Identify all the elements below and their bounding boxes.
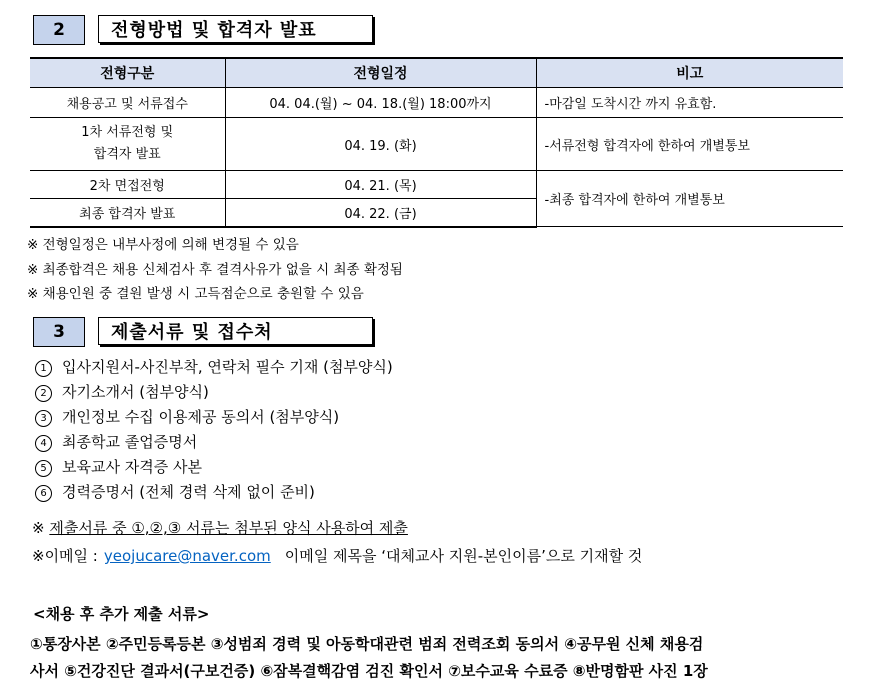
schedule-notes xyxy=(27,233,403,307)
list-item xyxy=(35,430,393,455)
list-item-text: 보육교사 자격증 사본 xyxy=(62,458,202,476)
row-category: 채용공고 및 서류접수 xyxy=(30,88,225,118)
circled-number: 5 xyxy=(35,460,52,477)
circled-number: 4 xyxy=(35,435,52,452)
list-item-text: 경력증명서 (전체 경력 삭제 없이 준비) xyxy=(62,483,315,501)
list-item-text: 자기소개서 (첨부양식) xyxy=(62,383,209,401)
section-3-number: 3 xyxy=(33,317,85,347)
document-list xyxy=(35,355,393,505)
list-item xyxy=(35,455,393,480)
extra-documents-line-1: ①통장사본 ②주민등록등본 ③성범죄 경력 및 아동학대관련 범죄 전력조회 동의서 ④공무원 신체 채용검 xyxy=(30,635,704,653)
email-instruction: 이메일 제목을 ‘대체교사 지원-본인이름’으로 기재할 것 xyxy=(284,547,643,565)
list-item xyxy=(35,480,393,505)
schedule-table xyxy=(30,57,843,228)
table-row xyxy=(30,171,843,199)
row-category: 최종 합격자 발표 xyxy=(30,199,225,227)
submission-note xyxy=(32,517,408,538)
email-label: ※이메일 : xyxy=(32,547,98,565)
row-category: 2차 면접전형 xyxy=(30,171,225,199)
row-schedule: 04. 21. (목) xyxy=(225,171,536,199)
list-item-text: 개인정보 수집 이용제공 동의서 (첨부양식) xyxy=(62,408,340,426)
row-note: -마감일 도착시간 까지 유효함. xyxy=(536,88,843,118)
email-link[interactable]: yeojucare@naver.com xyxy=(103,547,271,565)
extra-documents-heading: <채용 후 추가 제출 서류> xyxy=(33,605,210,623)
note-line: ※ 채용인원 중 결원 발생 시 고득점순으로 충원할 수 있음 xyxy=(27,286,364,302)
circled-number: 6 xyxy=(35,485,52,502)
list-item xyxy=(35,355,393,380)
table-row xyxy=(30,88,843,118)
column-header-schedule: 전형일정 xyxy=(225,58,536,88)
row-note: -서류전형 합격자에 한하여 개별통보 xyxy=(536,118,843,171)
column-header-category: 전형구분 xyxy=(30,58,225,88)
row-note: -최종 합격자에 한하여 개별통보 xyxy=(536,171,843,227)
extra-documents-list xyxy=(30,631,850,685)
list-item-text: 최종학교 졸업증명서 xyxy=(62,433,198,451)
section-2-title: 전형방법 및 합격자 발표 xyxy=(98,15,373,43)
table-row xyxy=(30,118,843,171)
table-header-row xyxy=(30,58,843,88)
submission-note-prefix: ※ xyxy=(32,519,50,537)
email-line xyxy=(32,545,642,566)
list-item-text: 입사지원서-사진부착, 연락처 필수 기재 (첨부양식) xyxy=(62,358,393,376)
row-schedule: 04. 04.(월) ~ 04. 18.(월) 18:00까지 xyxy=(225,88,536,118)
submission-note-text: 제출서류 중 ①,②,③ 서류는 첨부된 양식 사용하여 제출 xyxy=(49,519,408,537)
row-schedule: 04. 22. (금) xyxy=(225,199,536,227)
column-header-note: 비고 xyxy=(536,58,843,88)
circled-number: 2 xyxy=(35,385,52,402)
section-2-number: 2 xyxy=(33,15,85,45)
note-line: ※ 전형일정은 내부사정에 의해 변경될 수 있음 xyxy=(27,237,299,253)
list-item xyxy=(35,380,393,405)
row-schedule: 04. 19. (화) xyxy=(225,118,536,171)
list-item xyxy=(35,405,393,430)
row-category-line-2: 합격자 발표 xyxy=(93,147,161,162)
row-category-line-1: 1차 서류전형 및 xyxy=(81,125,174,140)
circled-number: 1 xyxy=(35,360,52,377)
row-category xyxy=(30,118,225,171)
section-3-title: 제출서류 및 접수처 xyxy=(98,317,373,345)
extra-documents-line-2: 사서 ⑤건강진단 결과서(구보건증) ⑥잠복결핵감염 검진 확인서 ⑦보수교육 수료증 ⑧반명함판 사진 1장 xyxy=(30,662,708,680)
section-3-header xyxy=(33,317,373,347)
section-2-header xyxy=(33,15,373,45)
circled-number: 3 xyxy=(35,410,52,427)
note-line: ※ 최종합격은 채용 신체검사 후 결격사유가 없을 시 최종 확정됨 xyxy=(27,261,403,278)
